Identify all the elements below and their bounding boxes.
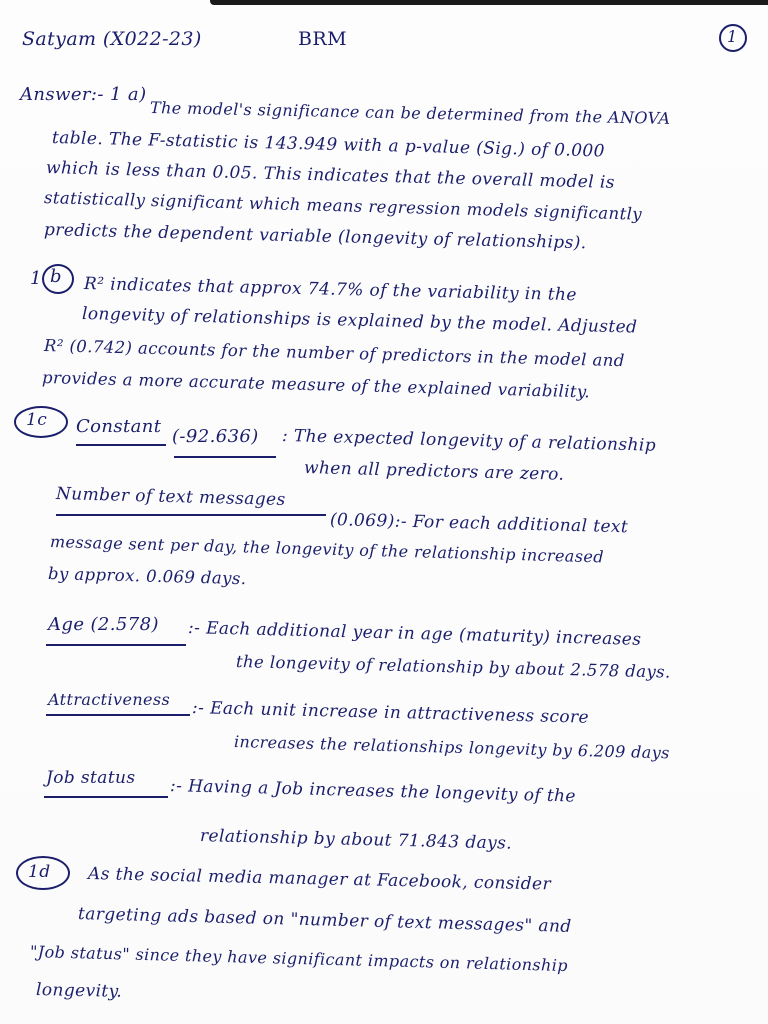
job-status-line-2: relationship by about 71.843 days. bbox=[199, 826, 513, 854]
answer-1c-letter: 1c bbox=[26, 410, 48, 430]
page-top-edge bbox=[210, 0, 768, 5]
constant-value-underline bbox=[174, 456, 276, 458]
page-number: 1 bbox=[727, 27, 738, 46]
answer-1b-line-2: longevity of relationships is explained by the model. Adjusted bbox=[81, 304, 638, 338]
age-line-2: the longevity of relationship by about 2.578 days. bbox=[235, 652, 671, 682]
constant-label: Constant bbox=[76, 416, 162, 437]
answer-1b-line-4: provides a more accurate measure of the explained variability. bbox=[41, 368, 591, 402]
age-label: Age (2.578) bbox=[48, 614, 159, 635]
student-name: Satyam (X022-23) bbox=[22, 28, 202, 50]
attractiveness-underline bbox=[46, 714, 190, 716]
job-status-underline bbox=[44, 796, 168, 798]
text-messages-underline bbox=[56, 514, 326, 516]
constant-label-underline bbox=[76, 444, 166, 446]
constant-text-line-1: : The expected longevity of a relationship bbox=[281, 426, 657, 456]
answer-1a-line-3: which is less than 0.05. This indicates that the overall model is bbox=[45, 158, 616, 193]
answer-1a-line-1: The model's significance can be determined from the ANOVA bbox=[149, 98, 671, 128]
answer-1d-line-1: As the social media manager at Facebook, consider bbox=[87, 864, 552, 895]
text-messages-label: Number of text messages bbox=[55, 484, 286, 511]
text-messages-line-3: by approx. 0.069 days. bbox=[47, 564, 247, 589]
constant-value: (-92.636) bbox=[172, 426, 259, 447]
answer-1d-letter: 1d bbox=[28, 862, 51, 882]
job-status-label: Job status bbox=[46, 768, 136, 788]
text-messages-line-2: message sent per day, the longevity of the relationship increased bbox=[49, 532, 605, 567]
answer-1a-line-5: predicts the dependent variable (longevity of relationships). bbox=[43, 220, 587, 254]
attractiveness-line-2: increases the relationships longevity by 6.209 days bbox=[233, 732, 671, 763]
answer-1b-letter: b bbox=[50, 266, 62, 287]
answer-1d-line-3: "Job status" since they have significant impacts on relationship bbox=[29, 942, 569, 976]
job-status-line-1: :- Having a Job increases the longevity of the bbox=[169, 776, 577, 807]
answer-1a-label: Answer:- 1 a) bbox=[20, 84, 147, 105]
attractiveness-line-1: :- Each unit increase in attractiveness score bbox=[191, 698, 590, 728]
answer-1b-line-1: R² indicates that approx 74.7% of the variability in the bbox=[83, 274, 578, 306]
constant-text-line-2: when all predictors are zero. bbox=[303, 458, 565, 485]
answer-1a-line-2: table. The F-statistic is 143.949 with a p-value (Sig.) of 0.000 bbox=[51, 128, 606, 162]
age-line-1: :- Each additional year in age (maturity) increases bbox=[187, 618, 642, 650]
answer-1d-line-4: longevity. bbox=[35, 980, 123, 1002]
answer-1d-line-2: targeting ads based on "number of text messages" and bbox=[77, 904, 572, 937]
answer-1b-number: 1 bbox=[30, 268, 42, 289]
answer-1a-line-4: statistically significant which means regression models significantly bbox=[43, 188, 643, 224]
attractiveness-label: Attractiveness bbox=[48, 690, 171, 709]
text-messages-line-1: (0.069):- For each additional text bbox=[329, 510, 629, 538]
answer-1b-line-3: R² (0.742) accounts for the number of predictors in the model and bbox=[43, 336, 625, 371]
age-underline bbox=[46, 644, 186, 646]
subject-title: BRM bbox=[298, 28, 347, 50]
